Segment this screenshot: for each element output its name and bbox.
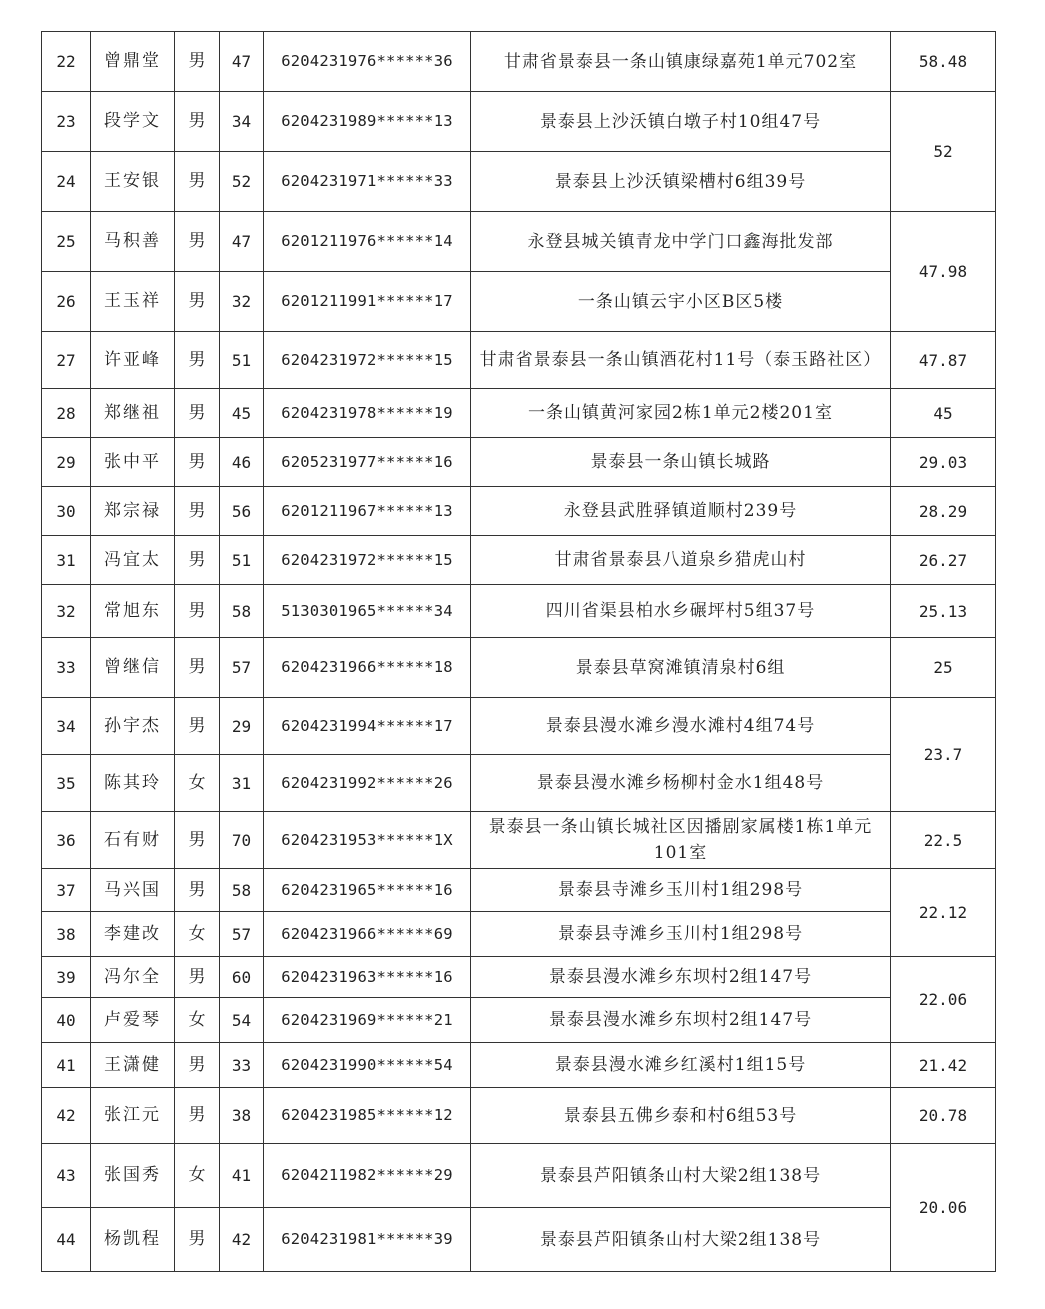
gender-cell: 男 bbox=[175, 32, 220, 92]
row-number-cell: 44 bbox=[42, 1208, 91, 1272]
address-cell: 景泰县一条山镇长城社区因播剧家属楼1栋1单元101室 bbox=[471, 812, 891, 869]
table-row bbox=[42, 998, 996, 1043]
id-number-cell: 6204231971******33 bbox=[264, 152, 471, 212]
amount-cell: 29.03 bbox=[891, 438, 996, 487]
gender-cell: 男 bbox=[175, 272, 220, 332]
row-number-cell: 40 bbox=[42, 998, 91, 1043]
amount-cell: 25.13 bbox=[891, 585, 996, 638]
row-number-cell: 23 bbox=[42, 92, 91, 152]
id-number-cell: 5130301965******34 bbox=[264, 585, 471, 638]
name-cell: 郑继祖 bbox=[91, 389, 175, 438]
age-cell: 70 bbox=[220, 812, 264, 869]
id-number-cell: 6204231981******39 bbox=[264, 1208, 471, 1272]
amount-cell: 47.87 bbox=[891, 332, 996, 389]
amount-cell: 47.98 bbox=[891, 212, 996, 332]
name-cell: 陈其玲 bbox=[91, 755, 175, 812]
gender-cell: 男 bbox=[175, 152, 220, 212]
table-row bbox=[42, 812, 996, 869]
table-row bbox=[42, 912, 996, 957]
gender-cell: 男 bbox=[175, 92, 220, 152]
name-cell: 冯宜太 bbox=[91, 536, 175, 585]
age-cell: 33 bbox=[220, 1043, 264, 1088]
name-cell: 李建改 bbox=[91, 912, 175, 957]
name-cell: 段学文 bbox=[91, 92, 175, 152]
name-cell: 王潇健 bbox=[91, 1043, 175, 1088]
name-cell: 王玉祥 bbox=[91, 272, 175, 332]
row-number-cell: 36 bbox=[42, 812, 91, 869]
table-row bbox=[42, 1043, 996, 1088]
table-row bbox=[42, 92, 996, 152]
age-cell: 57 bbox=[220, 912, 264, 957]
amount-cell: 26.27 bbox=[891, 536, 996, 585]
gender-cell: 男 bbox=[175, 536, 220, 585]
address-cell: 甘肃省景泰县一条山镇康绿嘉苑1单元702室 bbox=[471, 32, 891, 92]
gender-cell: 男 bbox=[175, 812, 220, 869]
gender-cell: 女 bbox=[175, 755, 220, 812]
amount-cell: 58.48 bbox=[891, 32, 996, 92]
row-number-cell: 41 bbox=[42, 1043, 91, 1088]
row-number-cell: 38 bbox=[42, 912, 91, 957]
address-cell: 景泰县漫水滩乡东坝村2组147号 bbox=[471, 998, 891, 1043]
amount-cell: 28.29 bbox=[891, 487, 996, 536]
age-cell: 58 bbox=[220, 585, 264, 638]
table-row bbox=[42, 536, 996, 585]
address-cell: 一条山镇云宇小区B区5楼 bbox=[471, 272, 891, 332]
gender-cell: 男 bbox=[175, 438, 220, 487]
table-row bbox=[42, 698, 996, 755]
gender-cell: 女 bbox=[175, 1144, 220, 1208]
amount-cell: 22.06 bbox=[891, 957, 996, 1043]
address-cell: 景泰县漫水滩乡漫水滩村4组74号 bbox=[471, 698, 891, 755]
address-cell: 甘肃省景泰县八道泉乡猎虎山村 bbox=[471, 536, 891, 585]
id-number-cell: 6201211976******14 bbox=[264, 212, 471, 272]
row-number-cell: 25 bbox=[42, 212, 91, 272]
gender-cell: 女 bbox=[175, 998, 220, 1043]
age-cell: 29 bbox=[220, 698, 264, 755]
row-number-cell: 22 bbox=[42, 32, 91, 92]
id-number-cell: 6204231989******13 bbox=[264, 92, 471, 152]
roster-table bbox=[41, 31, 996, 1272]
table-row bbox=[42, 152, 996, 212]
row-number-cell: 34 bbox=[42, 698, 91, 755]
id-number-cell: 6204231992******26 bbox=[264, 755, 471, 812]
row-number-cell: 32 bbox=[42, 585, 91, 638]
amount-cell: 21.42 bbox=[891, 1043, 996, 1088]
row-number-cell: 37 bbox=[42, 869, 91, 912]
address-cell: 甘肃省景泰县一条山镇酒花村11号（泰玉路社区） bbox=[471, 332, 891, 389]
amount-cell: 25 bbox=[891, 638, 996, 698]
name-cell: 曾继信 bbox=[91, 638, 175, 698]
name-cell: 许亚峰 bbox=[91, 332, 175, 389]
gender-cell: 男 bbox=[175, 1088, 220, 1144]
address-cell: 一条山镇黄河家园2栋1单元2楼201室 bbox=[471, 389, 891, 438]
id-number-cell: 6201211991******17 bbox=[264, 272, 471, 332]
amount-cell: 23.7 bbox=[891, 698, 996, 812]
row-number-cell: 24 bbox=[42, 152, 91, 212]
name-cell: 王安银 bbox=[91, 152, 175, 212]
id-number-cell: 6204231966******69 bbox=[264, 912, 471, 957]
table-row bbox=[42, 869, 996, 912]
row-number-cell: 31 bbox=[42, 536, 91, 585]
row-number-cell: 28 bbox=[42, 389, 91, 438]
id-number-cell: 6204231976******36 bbox=[264, 32, 471, 92]
name-cell: 张中平 bbox=[91, 438, 175, 487]
age-cell: 45 bbox=[220, 389, 264, 438]
gender-cell: 男 bbox=[175, 389, 220, 438]
age-cell: 38 bbox=[220, 1088, 264, 1144]
gender-cell: 男 bbox=[175, 332, 220, 389]
age-cell: 56 bbox=[220, 487, 264, 536]
row-number-cell: 39 bbox=[42, 957, 91, 998]
age-cell: 32 bbox=[220, 272, 264, 332]
name-cell: 冯尔全 bbox=[91, 957, 175, 998]
table-row bbox=[42, 438, 996, 487]
address-cell: 景泰县五佛乡泰和村6组53号 bbox=[471, 1088, 891, 1144]
name-cell: 马积善 bbox=[91, 212, 175, 272]
gender-cell: 男 bbox=[175, 638, 220, 698]
id-number-cell: 6204231966******18 bbox=[264, 638, 471, 698]
id-number-cell: 6204211982******29 bbox=[264, 1144, 471, 1208]
name-cell: 马兴国 bbox=[91, 869, 175, 912]
gender-cell: 男 bbox=[175, 698, 220, 755]
name-cell: 张国秀 bbox=[91, 1144, 175, 1208]
address-cell: 四川省渠县柏水乡碾坪村5组37号 bbox=[471, 585, 891, 638]
gender-cell: 男 bbox=[175, 869, 220, 912]
name-cell: 常旭东 bbox=[91, 585, 175, 638]
row-number-cell: 29 bbox=[42, 438, 91, 487]
address-cell: 景泰县寺滩乡玉川村1组298号 bbox=[471, 869, 891, 912]
address-cell: 景泰县漫水滩乡红溪村1组15号 bbox=[471, 1043, 891, 1088]
row-number-cell: 43 bbox=[42, 1144, 91, 1208]
age-cell: 41 bbox=[220, 1144, 264, 1208]
row-number-cell: 26 bbox=[42, 272, 91, 332]
row-number-cell: 35 bbox=[42, 755, 91, 812]
id-number-cell: 6204231965******16 bbox=[264, 869, 471, 912]
id-number-cell: 6204231985******12 bbox=[264, 1088, 471, 1144]
age-cell: 47 bbox=[220, 32, 264, 92]
address-cell: 景泰县上沙沃镇白墩子村10组47号 bbox=[471, 92, 891, 152]
id-number-cell: 6201211967******13 bbox=[264, 487, 471, 536]
age-cell: 54 bbox=[220, 998, 264, 1043]
amount-cell: 22.5 bbox=[891, 812, 996, 869]
age-cell: 47 bbox=[220, 212, 264, 272]
address-cell: 永登县武胜驿镇道顺村239号 bbox=[471, 487, 891, 536]
table-row bbox=[42, 32, 996, 92]
gender-cell: 男 bbox=[175, 212, 220, 272]
table-row bbox=[42, 1088, 996, 1144]
age-cell: 57 bbox=[220, 638, 264, 698]
gender-cell: 女 bbox=[175, 912, 220, 957]
gender-cell: 男 bbox=[175, 957, 220, 998]
name-cell: 曾鼎堂 bbox=[91, 32, 175, 92]
amount-cell: 22.12 bbox=[891, 869, 996, 957]
amount-cell: 20.78 bbox=[891, 1088, 996, 1144]
address-cell: 永登县城关镇青龙中学门口鑫海批发部 bbox=[471, 212, 891, 272]
name-cell: 卢爱琴 bbox=[91, 998, 175, 1043]
id-number-cell: 6204231990******54 bbox=[264, 1043, 471, 1088]
gender-cell: 男 bbox=[175, 1208, 220, 1272]
row-number-cell: 42 bbox=[42, 1088, 91, 1144]
row-number-cell: 33 bbox=[42, 638, 91, 698]
table-row bbox=[42, 638, 996, 698]
age-cell: 46 bbox=[220, 438, 264, 487]
table-row bbox=[42, 212, 996, 272]
table-row bbox=[42, 1208, 996, 1272]
age-cell: 42 bbox=[220, 1208, 264, 1272]
age-cell: 34 bbox=[220, 92, 264, 152]
age-cell: 31 bbox=[220, 755, 264, 812]
table-row bbox=[42, 957, 996, 998]
table-row bbox=[42, 585, 996, 638]
id-number-cell: 6204231953******1X bbox=[264, 812, 471, 869]
name-cell: 杨凯程 bbox=[91, 1208, 175, 1272]
row-number-cell: 27 bbox=[42, 332, 91, 389]
address-cell: 景泰县上沙沃镇梁槽村6组39号 bbox=[471, 152, 891, 212]
age-cell: 52 bbox=[220, 152, 264, 212]
gender-cell: 男 bbox=[175, 1043, 220, 1088]
id-number-cell: 6204231963******16 bbox=[264, 957, 471, 998]
address-cell: 景泰县芦阳镇条山村大梁2组138号 bbox=[471, 1144, 891, 1208]
address-cell: 景泰县芦阳镇条山村大梁2组138号 bbox=[471, 1208, 891, 1272]
address-cell: 景泰县一条山镇长城路 bbox=[471, 438, 891, 487]
age-cell: 60 bbox=[220, 957, 264, 998]
table-row bbox=[42, 389, 996, 438]
id-number-cell: 6204231972******15 bbox=[264, 536, 471, 585]
amount-cell: 20.06 bbox=[891, 1144, 996, 1272]
name-cell: 石有财 bbox=[91, 812, 175, 869]
age-cell: 58 bbox=[220, 869, 264, 912]
name-cell: 孙宇杰 bbox=[91, 698, 175, 755]
table-row bbox=[42, 487, 996, 536]
table-row bbox=[42, 1144, 996, 1208]
id-number-cell: 6204231969******21 bbox=[264, 998, 471, 1043]
amount-cell: 45 bbox=[891, 389, 996, 438]
address-cell: 景泰县草窝滩镇清泉村6组 bbox=[471, 638, 891, 698]
roster-body bbox=[42, 32, 996, 1272]
table-row bbox=[42, 332, 996, 389]
id-number-cell: 6205231977******16 bbox=[264, 438, 471, 487]
table-row bbox=[42, 272, 996, 332]
age-cell: 51 bbox=[220, 536, 264, 585]
row-number-cell: 30 bbox=[42, 487, 91, 536]
table-row bbox=[42, 755, 996, 812]
name-cell: 张江元 bbox=[91, 1088, 175, 1144]
id-number-cell: 6204231978******19 bbox=[264, 389, 471, 438]
address-cell: 景泰县漫水滩乡东坝村2组147号 bbox=[471, 957, 891, 998]
id-number-cell: 6204231994******17 bbox=[264, 698, 471, 755]
amount-cell: 52 bbox=[891, 92, 996, 212]
name-cell: 郑宗禄 bbox=[91, 487, 175, 536]
age-cell: 51 bbox=[220, 332, 264, 389]
gender-cell: 男 bbox=[175, 487, 220, 536]
address-cell: 景泰县寺滩乡玉川村1组298号 bbox=[471, 912, 891, 957]
id-number-cell: 6204231972******15 bbox=[264, 332, 471, 389]
gender-cell: 男 bbox=[175, 585, 220, 638]
address-cell: 景泰县漫水滩乡杨柳村金水1组48号 bbox=[471, 755, 891, 812]
